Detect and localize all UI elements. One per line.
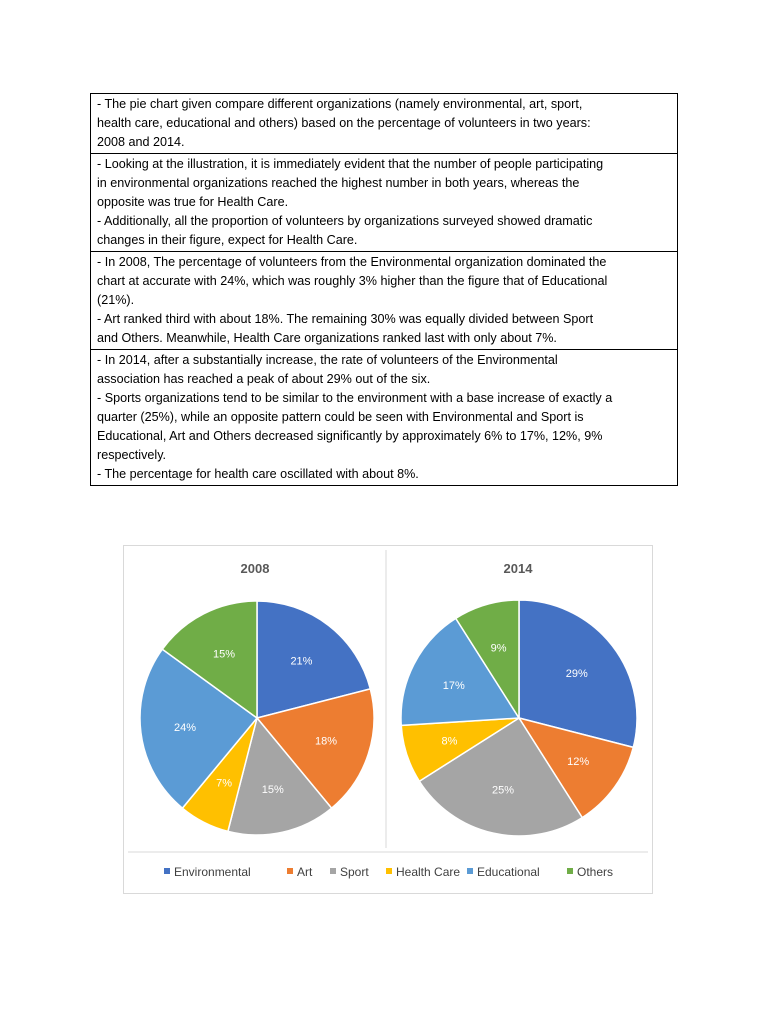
legend-label-art: Art (297, 865, 313, 879)
legend-swatch-educational (467, 868, 473, 874)
pie-title-2008: 2008 (240, 561, 270, 576)
pie-2008 (140, 601, 374, 835)
pie-label-2008-environmental: 21% (290, 655, 313, 668)
notes-line: - The percentage for health care oscillated with about 8%. (97, 467, 419, 481)
notes-line: - Additionally, all the proportion of volunteers by organizations surveyed showed dramatic (97, 214, 593, 228)
notes-line: 2008 and 2014. (97, 135, 185, 149)
pie-label-2014-educational: 17% (442, 679, 465, 692)
notes-line: association has reached a peak of about 29% out of the six. (97, 372, 431, 386)
pie-label-2014-environmental: 29% (565, 668, 588, 681)
notes-line: quarter (25%), while an opposite pattern could be seen with Environmental and Sport is (97, 410, 584, 424)
chart-legend (164, 865, 613, 879)
notes-table (90, 93, 678, 486)
notes-line: - In 2008, The percentage of volunteers from the Environmental organization dominated the (97, 255, 607, 269)
notes-line: - Looking at the illustration, it is immediately evident that the number of people participating (97, 157, 604, 171)
notes-cell (91, 350, 678, 486)
pie-label-2008-art: 18% (314, 735, 338, 748)
legend-swatch-sport (330, 868, 336, 874)
pie-label-2014-sport: 25% (492, 784, 515, 797)
notes-row-introduction (91, 94, 678, 154)
legend-swatch-others (567, 868, 573, 874)
notes-line: in environmental organizations reached the highest number in both years, whereas the (97, 176, 580, 190)
pie-label-2008-sport: 15% (261, 783, 284, 796)
notes-line: (21%). (97, 293, 135, 307)
pie-label-2008-others: 15% (213, 648, 236, 661)
legend-swatch-environmental (164, 868, 170, 874)
notes-row-2014 (91, 350, 678, 486)
notes-line: opposite was true for Health Care. (97, 195, 289, 209)
notes-line: changes in their figure, expect for Health Care. (97, 233, 358, 247)
notes-line: chart at accurate with 24%, which was roughly 3% higher than the figure that of Educational (97, 274, 608, 288)
pie-label-2008-health-care: 7% (216, 777, 233, 790)
pie-label-2014-art: 12% (567, 756, 590, 769)
notes-line: respectively. (97, 448, 167, 462)
pie-2014 (401, 600, 637, 836)
legend-swatch-health-care (386, 868, 392, 874)
notes-line: Educational, Art and Others decreased significantly by approximately 6% to 17%, 12%, 9% (97, 429, 603, 443)
notes-line: health care, educational and others) based on the percentage of volunteers in two years: (97, 116, 591, 130)
legend-label-sport: Sport (340, 865, 369, 879)
legend-label-others: Others (577, 865, 614, 879)
pie-title-2014: 2014 (503, 561, 533, 576)
notes-line: - In 2014, after a substantially increase, the rate of volunteers of the Environmental (97, 353, 558, 367)
legend-label-health-care: Health Care (396, 865, 461, 879)
legend-swatch-art (287, 868, 293, 874)
pie-charts-svg (124, 546, 652, 893)
notes-line: - Sports organizations tend to be similar to the environment with a base increase of exactly a (97, 391, 613, 405)
notes-cell (91, 252, 678, 350)
legend-label-educational: Educational (477, 865, 540, 879)
notes-row-2008 (91, 252, 678, 350)
notes-line: - The pie chart given compare different organizations (namely environmental, art, sport, (97, 97, 583, 111)
notes-cell (91, 154, 678, 252)
pie-label-2008-educational: 24% (174, 722, 197, 735)
pie-label-2014-others: 9% (490, 642, 507, 655)
pie-chart-figure (123, 545, 653, 894)
notes-line: and Others. Meanwhile, Health Care organizations ranked last with only about 7%. (97, 331, 557, 345)
pie-label-2014-health-care: 8% (441, 735, 458, 748)
notes-row-overview (91, 154, 678, 252)
legend-label-environmental: Environmental (174, 865, 251, 879)
notes-cell (91, 94, 678, 154)
notes-line: - Art ranked third with about 18%. The remaining 30% was equally divided between Sport (97, 312, 594, 326)
